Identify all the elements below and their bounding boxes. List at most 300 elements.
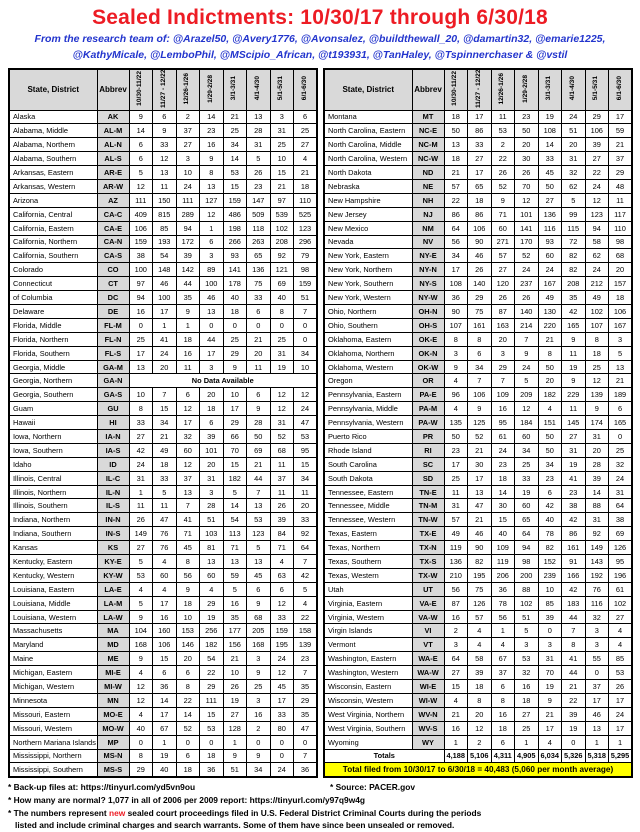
table-row	[9, 291, 317, 305]
value-cell: 65	[515, 513, 539, 527]
value-cell: 13	[200, 305, 224, 319]
value-cell: 159	[129, 235, 153, 249]
value-cell: 45	[176, 541, 200, 555]
table-row	[324, 485, 632, 499]
value-cell: 31	[247, 138, 271, 152]
value-cell: 168	[247, 638, 271, 652]
value-cell: 13	[468, 485, 492, 499]
state-cell: Virgin Islands	[324, 624, 412, 638]
value-cell: 163	[491, 318, 515, 332]
state-cell: Guam	[9, 402, 97, 416]
value-cell: 111	[200, 693, 224, 707]
value-cell: 19	[562, 457, 586, 471]
table-row	[324, 416, 632, 430]
abbrev-cell: NY-W	[412, 291, 444, 305]
value-cell: 95	[294, 443, 318, 457]
value-cell: 10	[270, 152, 294, 166]
state-cell: Ohio, Southern	[324, 318, 412, 332]
value-cell: 18	[468, 193, 492, 207]
value-cell: 40	[223, 291, 247, 305]
value-cell: 139	[294, 638, 318, 652]
table-row	[9, 318, 317, 332]
value-cell: 54	[153, 249, 177, 263]
value-cell: 16	[247, 707, 271, 721]
value-cell: 12	[200, 207, 224, 221]
value-cell: 31	[609, 485, 633, 499]
table-row	[9, 541, 317, 555]
value-cell: 127	[200, 193, 224, 207]
value-cell: 26	[609, 680, 633, 694]
column-header-period	[515, 69, 539, 111]
value-cell: 40	[129, 721, 153, 735]
value-cell: 75	[468, 305, 492, 319]
value-cell: 22	[444, 193, 468, 207]
value-cell: 18	[444, 152, 468, 166]
value-cell: 34	[468, 360, 492, 374]
state-cell: Florida, Middle	[9, 318, 97, 332]
value-cell: 0	[270, 749, 294, 763]
value-cell: 16	[153, 610, 177, 624]
value-cell: 12	[270, 666, 294, 680]
table-row	[9, 680, 317, 694]
period-label: 1/29-2/28	[206, 74, 214, 103]
value-cell: 19	[200, 610, 224, 624]
value-cell: 17	[153, 707, 177, 721]
value-cell: 117	[609, 207, 633, 221]
abbrev-cell: TX-E	[412, 527, 444, 541]
value-cell: 126	[468, 596, 492, 610]
value-cell: 200	[515, 568, 539, 582]
table-row	[9, 152, 317, 166]
value-cell: 27	[491, 263, 515, 277]
value-cell: 32	[585, 610, 609, 624]
value-cell: 109	[491, 388, 515, 402]
state-cell: Delaware	[9, 305, 97, 319]
state-cell: Wisconsin, Eastern	[324, 680, 412, 694]
abbrev-cell: VA-E	[412, 596, 444, 610]
state-cell: Arizona	[9, 193, 97, 207]
value-cell: 64	[444, 221, 468, 235]
value-cell: 104	[129, 624, 153, 638]
value-cell: 6	[491, 735, 515, 749]
value-cell: 21	[468, 443, 492, 457]
value-cell: 7	[153, 388, 177, 402]
abbrev-cell: KS	[97, 541, 129, 555]
value-cell: 174	[585, 416, 609, 430]
value-cell: 12	[176, 402, 200, 416]
value-cell: 31	[585, 430, 609, 444]
period-label: 6/1-6/30	[300, 76, 308, 101]
abbrev-cell: MI-W	[97, 680, 129, 694]
value-cell: 20	[294, 499, 318, 513]
value-cell: 100	[200, 277, 224, 291]
value-cell: 15	[200, 707, 224, 721]
value-cell: 11	[562, 346, 586, 360]
value-cell: 14	[176, 707, 200, 721]
value-cell: 88	[515, 582, 539, 596]
period-label: 1/29-2/28	[521, 74, 529, 103]
table-row	[324, 707, 632, 721]
value-cell: 3	[270, 110, 294, 124]
value-cell: 147	[247, 193, 271, 207]
value-cell: 10	[176, 166, 200, 180]
value-cell: 0	[585, 666, 609, 680]
footnote-new-highlight: new	[109, 807, 126, 818]
totals-value: 4,188	[444, 749, 468, 763]
value-cell: 26	[468, 263, 492, 277]
value-cell: 123	[585, 207, 609, 221]
value-cell: 141	[223, 263, 247, 277]
value-cell: 29	[223, 416, 247, 430]
value-cell: 4	[129, 666, 153, 680]
value-cell: 66	[223, 430, 247, 444]
value-cell: 150	[153, 193, 177, 207]
value-cell: 9	[468, 402, 492, 416]
table-row	[324, 277, 632, 291]
value-cell: 50	[538, 443, 562, 457]
value-cell: 8	[270, 305, 294, 319]
abbrev-cell: OK-E	[412, 332, 444, 346]
value-cell: 256	[200, 624, 224, 638]
value-cell: 17	[585, 693, 609, 707]
value-cell: 46	[468, 249, 492, 263]
value-cell: 143	[585, 555, 609, 569]
value-cell: 35	[176, 291, 200, 305]
footnote-numbers-pre: * The numbers represent	[8, 807, 109, 818]
value-cell: 22	[585, 166, 609, 180]
value-cell: 2	[247, 721, 271, 735]
state-cell: South Dakota	[324, 471, 412, 485]
totals-value: 5,318	[585, 749, 609, 763]
period-label: 11/27 - 12/22	[159, 69, 167, 108]
state-cell: Colorado	[9, 263, 97, 277]
value-cell: 3	[585, 624, 609, 638]
value-cell: 14	[153, 693, 177, 707]
value-cell: 71	[176, 527, 200, 541]
table-row	[9, 568, 317, 582]
value-cell: 33	[538, 152, 562, 166]
abbrev-cell: AL-S	[97, 152, 129, 166]
value-cell: 15	[294, 457, 318, 471]
value-cell: 5	[294, 582, 318, 596]
value-cell: 19	[538, 680, 562, 694]
column-header-abbrev: Abbrev	[97, 69, 129, 111]
state-cell: Indiana, Southern	[9, 527, 97, 541]
abbrev-cell: MO-E	[97, 707, 129, 721]
value-cell: 16	[129, 305, 153, 319]
table-row	[324, 291, 632, 305]
value-cell: 486	[223, 207, 247, 221]
value-cell: 18	[153, 457, 177, 471]
table-row	[9, 513, 317, 527]
table-row	[324, 568, 632, 582]
value-cell: 70	[515, 179, 539, 193]
value-cell: 98	[515, 555, 539, 569]
value-cell: 23	[200, 124, 224, 138]
value-cell: 17	[468, 471, 492, 485]
value-cell: 12	[129, 693, 153, 707]
value-cell: 29	[200, 596, 224, 610]
state-cell: Texas, Western	[324, 568, 412, 582]
value-cell: 8	[200, 166, 224, 180]
value-cell: 34	[294, 346, 318, 360]
value-cell: 103	[200, 527, 224, 541]
value-cell: 4	[129, 582, 153, 596]
abbrev-cell: GA-N	[97, 374, 129, 388]
table-row	[324, 305, 632, 319]
table-row	[9, 582, 317, 596]
value-cell: 6	[200, 235, 224, 249]
value-cell: 17	[609, 693, 633, 707]
value-cell: 41	[562, 652, 586, 666]
value-cell: 26	[223, 680, 247, 694]
abbrev-cell: OH-S	[412, 318, 444, 332]
value-cell: 36	[153, 680, 177, 694]
value-cell: 47	[294, 721, 318, 735]
value-cell: 205	[247, 624, 271, 638]
table-row	[324, 693, 632, 707]
value-cell: 21	[562, 680, 586, 694]
value-cell: 8	[491, 693, 515, 707]
abbrev-cell: VA-W	[412, 610, 444, 624]
state-cell: Mississippi, Southern	[9, 763, 97, 777]
value-cell: 106	[153, 638, 177, 652]
value-cell: 17	[223, 402, 247, 416]
abbrev-cell: CA-N	[97, 235, 129, 249]
value-cell: 509	[247, 207, 271, 221]
value-cell: 10	[294, 360, 318, 374]
value-cell: 3	[247, 693, 271, 707]
value-cell: 9	[515, 346, 539, 360]
value-cell: 33	[247, 291, 271, 305]
abbrev-cell: NV	[412, 235, 444, 249]
value-cell: 178	[223, 277, 247, 291]
value-cell: 110	[609, 221, 633, 235]
value-cell: 21	[153, 430, 177, 444]
value-cell: 15	[223, 457, 247, 471]
state-cell: New Hampshire	[324, 193, 412, 207]
state-cell: Illinois, Central	[9, 471, 97, 485]
value-cell: 57	[444, 513, 468, 527]
state-cell: Puerto Rico	[324, 430, 412, 444]
state-cell: Nevada	[324, 235, 412, 249]
value-cell: 71	[491, 207, 515, 221]
value-cell: 29	[609, 166, 633, 180]
value-cell: 29	[491, 360, 515, 374]
value-cell: 8	[562, 638, 586, 652]
value-cell: 60	[491, 221, 515, 235]
value-cell: 78	[491, 596, 515, 610]
abbrev-cell: MP	[97, 735, 129, 749]
value-cell: 21	[223, 652, 247, 666]
value-cell: 36	[444, 291, 468, 305]
value-cell: 11	[270, 457, 294, 471]
state-cell: Georgia, Southern	[9, 388, 97, 402]
abbrev-cell: GA-S	[97, 388, 129, 402]
total-banner: Total filed from 10/30/17 to 6/30/18 = 40,483 (5,060 per month average)	[324, 763, 632, 777]
value-cell: 31	[585, 513, 609, 527]
value-cell: 52	[491, 179, 515, 193]
state-cell: Louisiana, Eastern	[9, 582, 97, 596]
value-cell: 8	[444, 332, 468, 346]
value-cell: 239	[538, 568, 562, 582]
totals-value: 5,326	[562, 749, 586, 763]
abbrev-cell: MA	[97, 624, 129, 638]
value-cell: 24	[153, 346, 177, 360]
value-cell: 9	[223, 360, 247, 374]
value-cell: 44	[562, 610, 586, 624]
abbrev-cell: WI-E	[412, 680, 444, 694]
value-cell: 50	[444, 430, 468, 444]
abbrev-cell: LA-E	[97, 582, 129, 596]
value-cell: 51	[515, 610, 539, 624]
value-cell: 29	[585, 110, 609, 124]
value-cell: 8	[129, 749, 153, 763]
state-cell: Michigan, Western	[9, 680, 97, 694]
value-cell: 25	[609, 443, 633, 457]
value-cell: 10	[538, 582, 562, 596]
value-cell: 50	[444, 124, 468, 138]
value-cell: 25	[270, 138, 294, 152]
table-row	[324, 402, 632, 416]
value-cell: 51	[223, 763, 247, 777]
abbrev-cell: FL-M	[97, 318, 129, 332]
abbrev-cell: MS-N	[97, 749, 129, 763]
value-cell: 84	[270, 527, 294, 541]
column-header-state-district: State, District	[9, 69, 97, 111]
value-cell: 23	[247, 179, 271, 193]
value-cell: 53	[223, 166, 247, 180]
value-cell: 11	[129, 499, 153, 513]
value-cell: 24	[538, 263, 562, 277]
value-cell: 31	[129, 471, 153, 485]
value-cell: 36	[294, 763, 318, 777]
value-cell: 10	[129, 388, 153, 402]
value-cell: 78	[538, 527, 562, 541]
abbrev-cell: IN-S	[97, 527, 129, 541]
abbrev-cell: NY-N	[412, 263, 444, 277]
abbrev-cell: WY	[412, 735, 444, 749]
value-cell: 31	[562, 152, 586, 166]
value-cell: 119	[444, 541, 468, 555]
value-cell: 34	[444, 249, 468, 263]
abbrev-cell: TX-N	[412, 541, 444, 555]
value-cell: 165	[609, 416, 633, 430]
abbrev-cell: MD	[97, 638, 129, 652]
value-cell: 149	[585, 541, 609, 555]
period-label: 5/1-5/31	[592, 76, 600, 101]
value-cell: 196	[609, 568, 633, 582]
state-cell: Louisiana, Middle	[9, 596, 97, 610]
table-row	[9, 555, 317, 569]
value-cell: 5	[223, 582, 247, 596]
state-cell: Washington, Western	[324, 666, 412, 680]
table-row	[324, 638, 632, 652]
value-cell: 18	[491, 721, 515, 735]
value-cell: 56	[444, 235, 468, 249]
value-cell: 28	[200, 499, 224, 513]
value-cell: 23	[538, 471, 562, 485]
table-row	[9, 221, 317, 235]
value-cell: 38	[129, 249, 153, 263]
value-cell: 8	[176, 555, 200, 569]
value-cell: 87	[444, 596, 468, 610]
table-row	[324, 124, 632, 138]
value-cell: 5	[247, 152, 271, 166]
research-team-line-1: From the research team of: @Arazel50, @Avery1776, @Avonsalez, @buildthewall_20, @damartin32, @emarie1225,	[34, 33, 606, 45]
value-cell: 31	[270, 346, 294, 360]
value-cell: 13	[585, 721, 609, 735]
value-cell: 19	[270, 360, 294, 374]
value-cell: 18	[609, 291, 633, 305]
value-cell: 167	[609, 318, 633, 332]
value-cell: 1	[153, 318, 177, 332]
value-cell: 16	[176, 346, 200, 360]
value-cell: 11	[444, 485, 468, 499]
research-team-line-2: @KathyMicale, @LemboPhil, @MScipio_African, @t193931, @TanHaley, @Tspinnerchaser & @vstil	[72, 49, 568, 62]
value-cell: 25	[585, 360, 609, 374]
value-cell: 6	[270, 582, 294, 596]
value-cell: 21	[294, 166, 318, 180]
value-cell: 16	[200, 138, 224, 152]
state-cell: Louisiana, Western	[9, 610, 97, 624]
value-cell: 119	[491, 555, 515, 569]
value-cell: 1	[515, 735, 539, 749]
value-cell: 79	[294, 249, 318, 263]
value-cell: 47	[468, 499, 492, 513]
right-table	[323, 68, 633, 779]
value-cell: 14	[585, 485, 609, 499]
value-cell: 14	[538, 138, 562, 152]
value-cell: 17	[444, 457, 468, 471]
table-row	[9, 652, 317, 666]
value-cell: 17	[153, 305, 177, 319]
abbrev-cell: IL-N	[97, 485, 129, 499]
abbrev-cell: PA-W	[412, 416, 444, 430]
value-cell: 62	[562, 179, 586, 193]
value-cell: 135	[444, 416, 468, 430]
value-cell: 4	[200, 582, 224, 596]
value-cell: 195	[270, 638, 294, 652]
value-cell: 5	[562, 193, 586, 207]
state-cell: Oregon	[324, 374, 412, 388]
value-cell: 107	[585, 318, 609, 332]
state-cell: Arkansas, Eastern	[9, 166, 97, 180]
value-cell: 229	[562, 388, 586, 402]
abbrev-cell: NC-E	[412, 124, 444, 138]
value-cell: 33	[153, 138, 177, 152]
value-cell: 25	[223, 124, 247, 138]
value-cell: 11	[562, 402, 586, 416]
value-cell: 46	[585, 707, 609, 721]
table-row	[324, 221, 632, 235]
value-cell: 36	[200, 763, 224, 777]
table-row	[324, 513, 632, 527]
value-cell: 11	[247, 360, 271, 374]
value-cell: 0	[176, 735, 200, 749]
value-cell: 106	[468, 221, 492, 235]
abbrev-cell: LA-M	[97, 596, 129, 610]
value-cell: 18	[444, 110, 468, 124]
column-header-period	[538, 69, 562, 111]
value-cell: 159	[270, 624, 294, 638]
footnote-numbers-represent	[8, 807, 632, 820]
value-cell: 13	[247, 499, 271, 513]
value-cell: 33	[129, 416, 153, 430]
value-cell: 33	[468, 138, 492, 152]
value-cell: 158	[294, 624, 318, 638]
value-cell: 18	[585, 346, 609, 360]
